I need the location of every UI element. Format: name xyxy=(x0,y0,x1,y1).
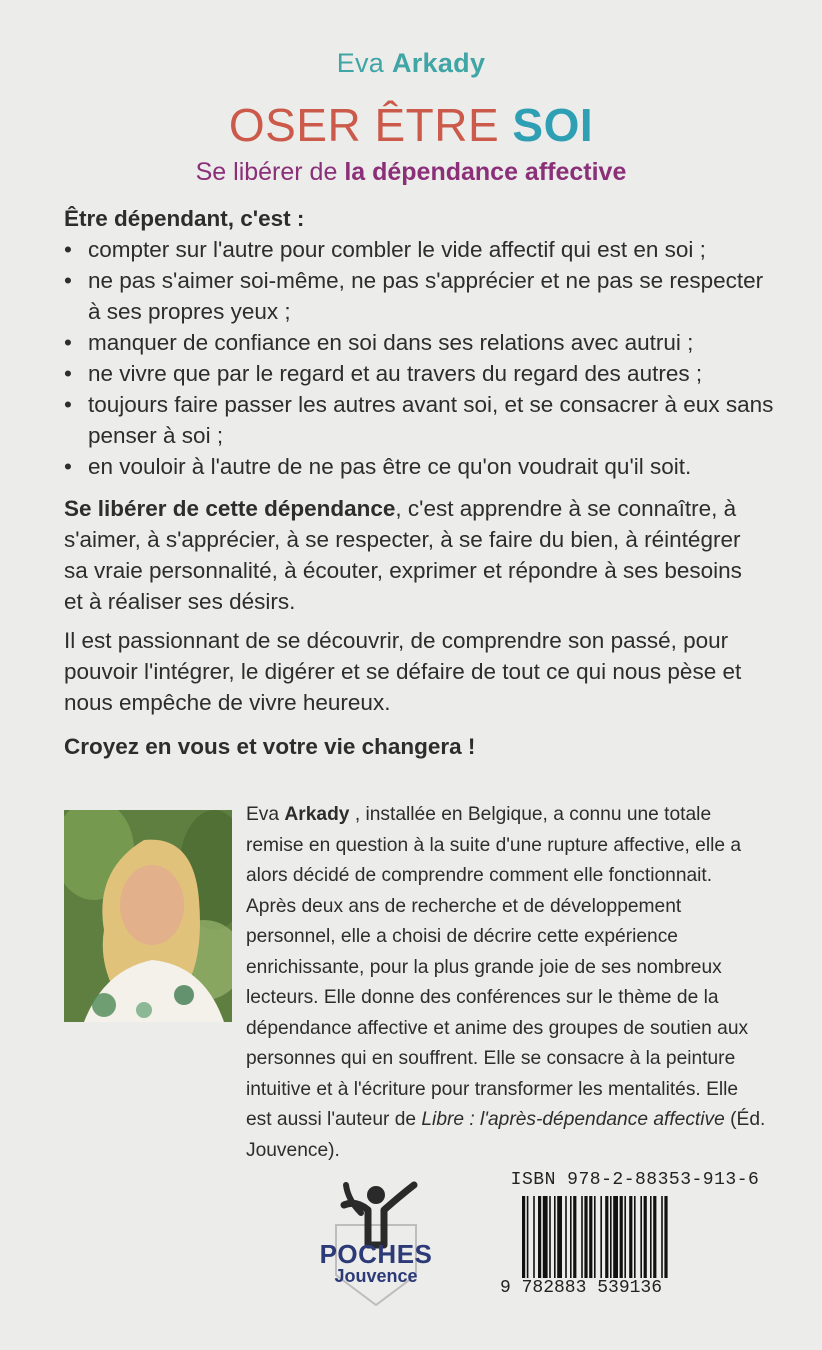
list-item xyxy=(64,327,774,358)
bullet-icon: • xyxy=(64,330,72,355)
list-item-text: ne pas s'aimer soi-même, ne pas s'apprécier et ne pas se respecter à ses propres yeux ; xyxy=(88,268,764,324)
bullet-icon: • xyxy=(64,454,72,479)
list-item xyxy=(64,451,774,482)
bio-first-name: Eva xyxy=(246,804,280,825)
list-item xyxy=(64,265,774,327)
publisher-logo xyxy=(306,1165,446,1315)
book-subtitle xyxy=(0,158,822,187)
intro-heading: Être dépendant, c'est : xyxy=(64,206,305,231)
author-biography xyxy=(246,800,766,1166)
subtitle-bold: la dépendance affective xyxy=(344,158,627,186)
logo-line-jouvence: Jouvence xyxy=(334,1266,418,1286)
bio-last-name: Arkady xyxy=(284,804,350,825)
author-first-name: Eva xyxy=(336,48,385,78)
author-name xyxy=(0,48,822,79)
bio-text: , installée en Belgique, a connu une totale remise en question à la suite d'une rupture affective, elle a alors décidé de comprendre comment elle fonctionnait. Après deux ans de recherche et de développement personnel, elle a choisi de décrire cette expérience enrichissante, pour la plus grande joie de ses nombreux lecteurs. Elle donne des conférences sur le thème de la dépendance affective et anime des groupes de soutien aux personnes qui en souffrent. Elle se consacre à la peinture intuitive et à l'écriture pour transformer les mentalités. Elle est aussi l'auteur de xyxy=(246,804,749,1130)
author-photo xyxy=(64,810,232,1022)
list-item-text: ne vivre que par le regard et au travers du regard des autres ; xyxy=(88,361,703,386)
bullet-icon: • xyxy=(64,268,72,293)
list-item-text: toujours faire passer les autres avant soi, et se consacrer à eux sans penser à soi ; xyxy=(88,392,774,448)
bullet-list xyxy=(64,234,774,482)
title-main: OSER ÊTRE xyxy=(228,99,500,151)
list-item-text: manquer de confiance en soi dans ses relations avec autrui ; xyxy=(88,330,694,355)
paragraph-body: , c'est apprendre à se connaître, à s'aimer, à s'apprécier, à se respecter, à se faire du bien, à réintégrer sa vraie personnalité, à écouter, exprimer et répondre à ses besoins et à réaliser ses désirs. xyxy=(64,496,742,614)
list-item-text: compter sur l'autre pour combler le vide affectif qui est en soi ; xyxy=(88,237,706,262)
paragraph-liberation xyxy=(64,493,764,617)
list-item xyxy=(64,234,774,265)
subtitle-plain: Se libérer de xyxy=(195,158,338,186)
barcode-block xyxy=(500,1170,770,1312)
title-accent: SOI xyxy=(512,99,594,151)
logo-line-poches: POCHES xyxy=(319,1239,433,1269)
list-item xyxy=(64,358,774,389)
bullet-icon: • xyxy=(64,361,72,386)
book-title xyxy=(0,98,822,152)
isbn-label: ISBN 978-2-88353-913-6 xyxy=(510,1170,760,1190)
paragraph-discovery: Il est passionnant de se découvrir, de comprendre son passé, pour pouvoir l'intégrer, le digérer et se défaire de tout ce qui nous pèse et nous empêche de vivre heureux. xyxy=(64,628,742,715)
bio-book-title: Libre : l'après-dépendance affective xyxy=(421,1109,725,1130)
bullet-icon: • xyxy=(64,237,72,262)
bio-text-end: (Éd. Jouvence). xyxy=(246,1109,766,1161)
author-last-name: Arkady xyxy=(391,48,486,78)
barcode-digits: 9 782883 539136 xyxy=(500,1278,770,1298)
closing-tagline: Croyez en vous et votre vie changera ! xyxy=(64,734,476,759)
list-item-text: en vouloir à l'autre de ne pas être ce qu'on voudrait qu'il soit. xyxy=(88,454,692,479)
paragraph-lead: Se libérer de cette dépendance xyxy=(64,496,396,521)
list-item xyxy=(64,389,774,451)
bullet-icon: • xyxy=(64,392,72,417)
